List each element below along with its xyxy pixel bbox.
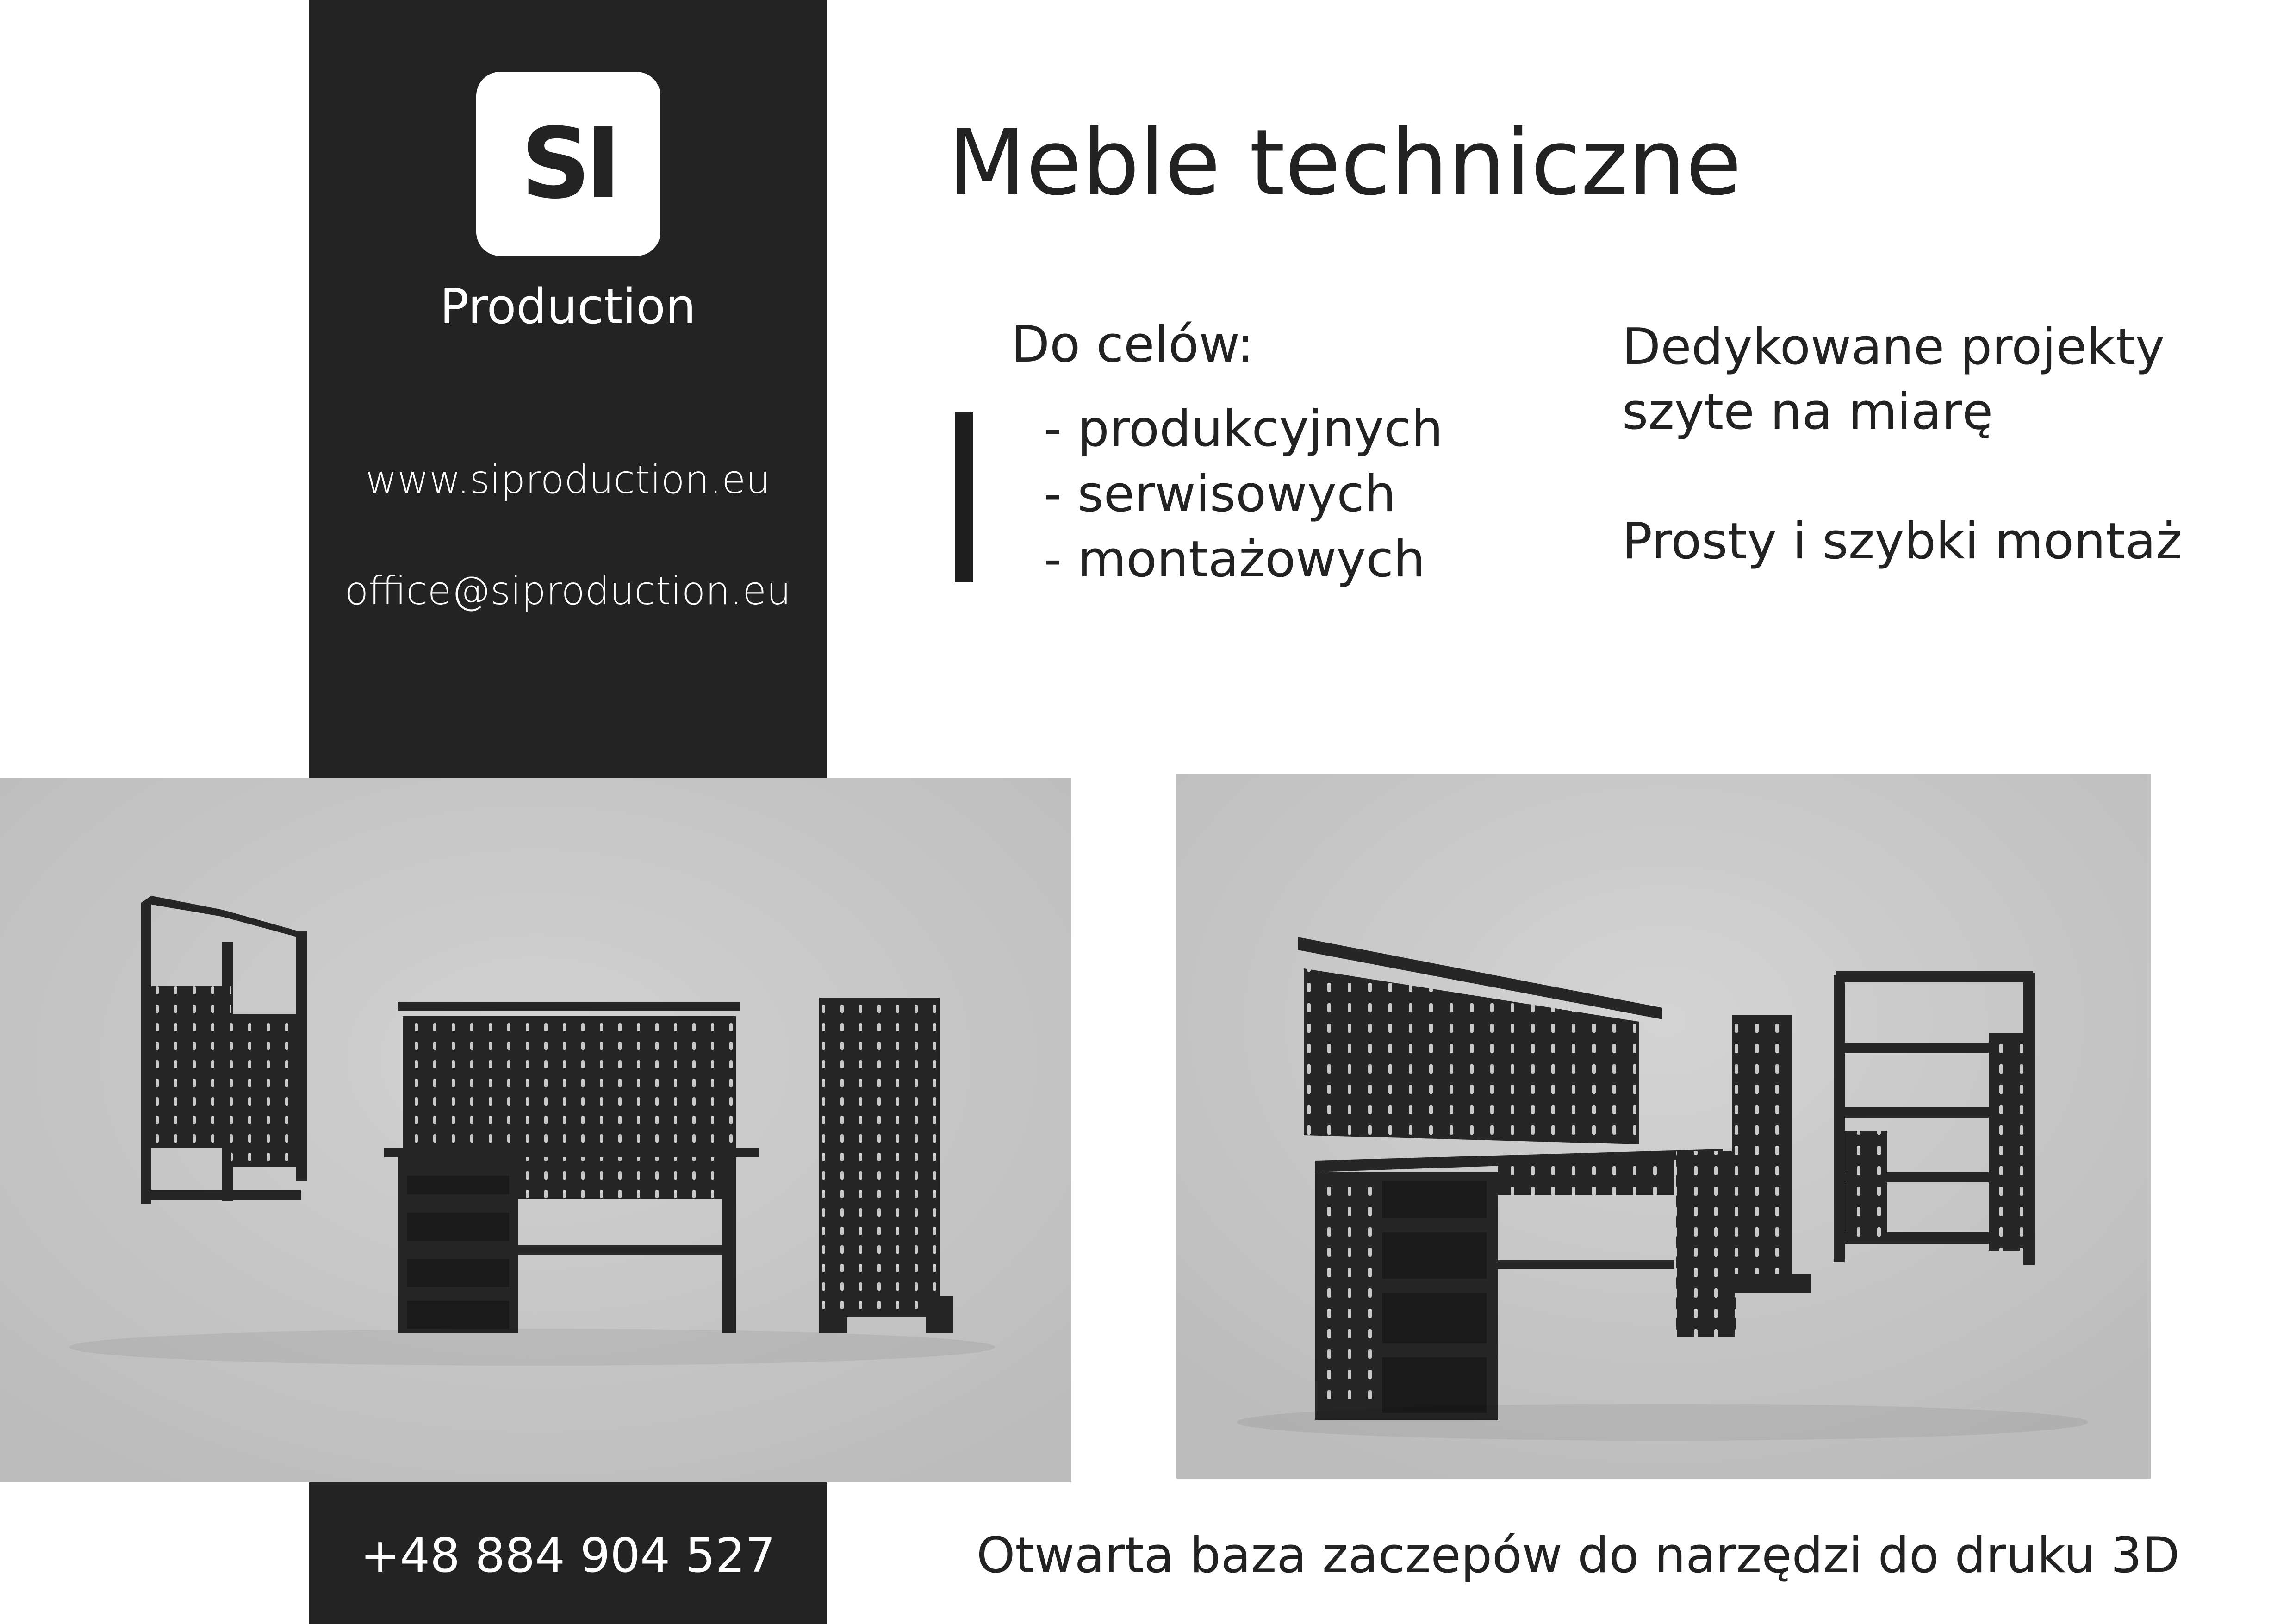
page-title: Meble techniczne [948, 110, 1742, 216]
feature-text: Dedykowane projekty szyte na miarę [1622, 318, 2165, 441]
pegboard-panel [819, 998, 953, 1333]
product-photo-left [0, 778, 1071, 1482]
purpose-item: - montażowych [1044, 531, 1425, 588]
website-link[interactable]: www.siproduction.eu [365, 457, 771, 502]
feature-text: Prosty i szybki montaż [1622, 512, 2182, 570]
purpose-list [1044, 396, 1443, 592]
furniture-render-left [0, 778, 1071, 1482]
phone-number[interactable]: +48 884 904 527 [360, 1528, 776, 1583]
product-photo-right [1176, 774, 2151, 1479]
feature-easy-assembly [1622, 509, 2182, 574]
logo-text: SI [521, 107, 616, 220]
purpose-item: - serwisowych [1044, 465, 1396, 523]
accent-bar [955, 412, 973, 582]
feature-custom-projects [1622, 315, 2165, 444]
furniture-render-right [1176, 774, 2151, 1479]
email-link[interactable]: office@siproduction.eu [344, 568, 791, 613]
brand-name: Production [440, 278, 696, 335]
purpose-heading: Do celów: [1011, 316, 1254, 374]
purpose-item: - produkcyjnych [1044, 400, 1443, 458]
logo [476, 72, 660, 256]
tagline: Otwarta baza zaczepów do narzędzi do druku 3D [977, 1527, 2180, 1584]
